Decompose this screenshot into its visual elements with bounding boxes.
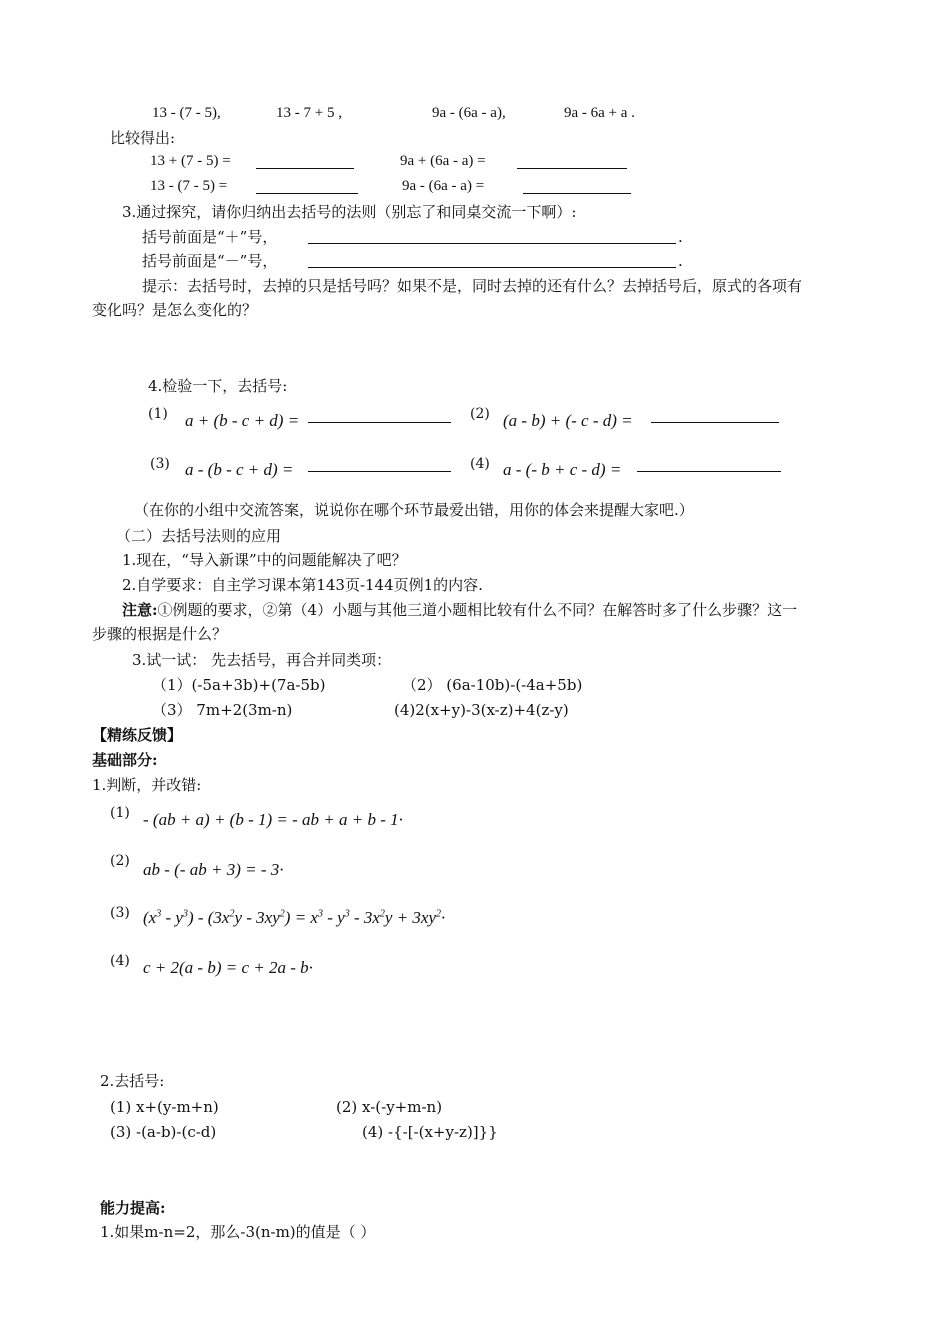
apply-note-cont: 步骤的根据是什么？: [92, 625, 228, 643]
check-note: （在你的小组中交流答案，说说你在哪个环节最爱出错，用你的体会来提醒大家吧.）: [134, 501, 694, 519]
try-title: 3.试一试： 先去括号，再合并同类项：: [132, 651, 392, 669]
ability-heading: 能力提高:: [100, 1199, 166, 1217]
check-title: 4.检验一下，去括号:: [148, 377, 288, 395]
check-num-1: (1): [148, 406, 168, 422]
remove-item-3: (3) -(a-b)-(c-d): [110, 1123, 217, 1141]
answer-blank[interactable]: [256, 168, 354, 169]
remove-item-1: (1) x+(y-m+n): [110, 1098, 219, 1116]
rule-hint-line1: 提示：去括号时，去掉的只是括号吗？如果不是，同时去掉的还有什么？去掉括号后，原式的各项有: [142, 277, 803, 295]
compare-label: 比较得出:: [110, 129, 176, 147]
apply-note: [122, 601, 797, 619]
judge-expr-3: $(x^3 - y^3) - (3x^2y - 3xy^2) = x^3 - y^3 - 3x^2y + 3xy^2\cdot$: [143, 908, 446, 927]
check-expr-2: (a - b) + (- c - d) =: [503, 411, 633, 430]
compare-row1-left: 13 + (7 - 5) =: [150, 153, 231, 169]
check-num-3: (3): [150, 456, 170, 472]
check-num-4: (4): [470, 456, 490, 472]
check-num-2: (2): [470, 406, 490, 422]
ability-item-1: 1.如果m-n=2，那么-3(n-m)的值是（ ）: [100, 1223, 376, 1241]
top-expr-3: 9a - (6a - a),: [432, 105, 506, 121]
remove-title: 2.去括号:: [100, 1072, 165, 1090]
judge-num-4: (4): [110, 953, 130, 969]
judge-num-2: (2): [110, 853, 130, 869]
compare-row2-left: 13 - (7 - 5) =: [150, 178, 228, 194]
rule-minus: 括号前面是“－”号，: [142, 252, 278, 270]
answer-blank[interactable]: [308, 471, 451, 472]
basic-heading: 基础部分:: [92, 751, 158, 769]
note-text: ①例题的要求，②第（4）小题与其他三道小题相比较有什么不同？在解答时多了什么步骤？这一: [157, 601, 798, 619]
judge-expr-2: ab - (- ab + 3) = - 3·: [143, 860, 284, 879]
answer-blank[interactable]: [651, 422, 779, 423]
answer-blank[interactable]: [308, 267, 676, 268]
compare-row2-right: 9a - (6a - a) =: [402, 178, 485, 194]
judge-expr-1: - (ab + a) + (b - 1) = - ab + a + b - 1·: [143, 810, 403, 829]
apply-item-1: 1.现在，“导入新课”中的问题能解决了吧？: [122, 551, 407, 569]
try-item-2: （2） (6a-10b)-(-4a+5b): [402, 676, 583, 694]
top-expr-4: 9a - 6a + a .: [564, 105, 635, 121]
apply-title: （二）去括号法则的应用: [116, 527, 282, 545]
answer-blank[interactable]: [517, 168, 627, 169]
answer-blank[interactable]: [308, 243, 676, 244]
rule-title: 3.通过探究，请你归纳出去括号的法则（别忘了和同桌交流一下啊）:: [122, 203, 577, 221]
try-item-4: (4)2(x+y)-3(x-z)+4(z-y): [394, 701, 569, 719]
rule-period: .: [678, 252, 683, 270]
judge-num-3: (3): [110, 905, 130, 921]
rule-period: .: [678, 228, 683, 246]
answer-blank[interactable]: [523, 193, 631, 194]
rule-hint-line2: 变化吗？是怎么变化的？: [92, 301, 258, 319]
try-item-1: （1）(-5a+3b)+(7a-5b): [152, 676, 326, 694]
note-label: 注意:: [122, 601, 158, 619]
compare-row1-right: 9a + (6a - a) =: [400, 153, 486, 169]
judge-title: 1.判断，并改错:: [92, 776, 202, 794]
remove-item-4: (4) -{-[-(x+y-z)]}}: [362, 1123, 498, 1141]
answer-blank[interactable]: [256, 193, 358, 194]
remove-item-2: (2) x-(-y+m-n): [336, 1098, 443, 1116]
judge-num-1: (1): [110, 805, 130, 821]
answer-blank[interactable]: [308, 422, 451, 423]
top-expr-2: 13 - 7 + 5 ,: [276, 105, 342, 121]
top-expr-1: 13 - (7 - 5),: [152, 105, 221, 121]
apply-item-2: 2.自学要求：自主学习课本第143页-144页例1的内容.: [122, 576, 483, 594]
check-expr-1: a + (b - c + d) =: [185, 411, 300, 430]
rule-plus: 括号前面是“＋”号，: [142, 228, 278, 246]
practice-header: 【精练反馈】: [92, 726, 183, 744]
judge-expr-4: c + 2(a - b) = c + 2a - b·: [143, 958, 313, 977]
check-expr-3: a - (b - c + d) =: [185, 460, 294, 479]
check-expr-4: a - (- b + c - d) =: [503, 460, 622, 479]
answer-blank[interactable]: [637, 471, 781, 472]
try-item-3: （3） 7m+2(3m-n): [152, 701, 293, 719]
